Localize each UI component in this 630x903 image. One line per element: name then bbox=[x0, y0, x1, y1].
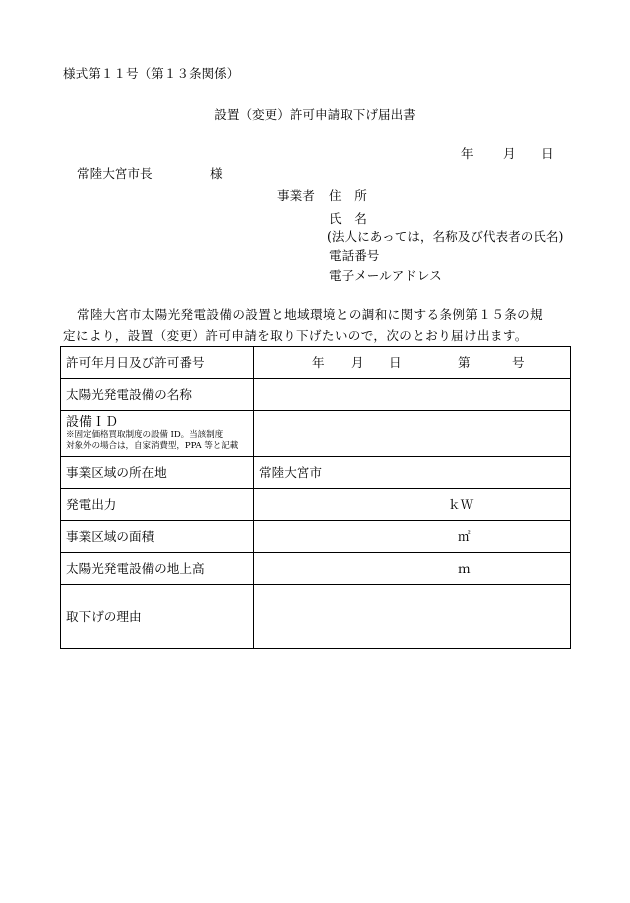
corporation-note: (法人にあっては，名称及び代表者の氏名) bbox=[327, 229, 564, 244]
name-label: 氏 名 bbox=[329, 211, 367, 226]
permit-date-number-field[interactable] bbox=[254, 347, 571, 379]
output-label: 発電出力 bbox=[61, 489, 254, 521]
output-field[interactable] bbox=[254, 489, 571, 521]
facility-id-note-1: ※固定価格買取制度の設備 ID。当該制度 bbox=[66, 430, 224, 440]
facility-id-label: 設備ＩＤ bbox=[66, 415, 119, 430]
site-location-field[interactable] bbox=[254, 457, 571, 489]
table-row bbox=[61, 457, 571, 489]
facility-id-label-cell bbox=[61, 411, 254, 457]
output-unit: ｋＷ bbox=[448, 496, 474, 512]
table-row bbox=[61, 553, 571, 585]
phone-label: 電話番号 bbox=[329, 248, 380, 263]
date-month-label: 月 bbox=[503, 146, 516, 161]
permit-number-suffix: 号 bbox=[512, 354, 525, 370]
site-area-unit: ㎡ bbox=[458, 528, 471, 544]
form-table bbox=[60, 346, 571, 649]
site-area-label: 事業区域の面積 bbox=[61, 521, 254, 553]
body-text-line-1: 常陸大宮市太陽光発電設備の設置と地域環境との調和に関する条例第１５条の規 bbox=[77, 307, 543, 322]
table-row bbox=[61, 411, 571, 457]
document-title: 設置（変更）許可申請取下げ届出書 bbox=[214, 107, 416, 122]
table-row bbox=[61, 585, 571, 649]
withdrawal-reason-field[interactable] bbox=[254, 585, 571, 649]
table-row bbox=[61, 521, 571, 553]
form-id: 様式第１１号（第１３条関係） bbox=[63, 66, 240, 81]
table-row bbox=[61, 489, 571, 521]
height-unit: ｍ bbox=[458, 560, 471, 576]
permit-date-number-label: 許可年月日及び許可番号 bbox=[61, 347, 254, 379]
site-location-label: 事業区域の所在地 bbox=[61, 457, 254, 489]
permit-month-label: 月 bbox=[351, 354, 364, 370]
addressee-name: 常陸大宮市長 bbox=[77, 166, 153, 181]
date-day-label: 日 bbox=[541, 146, 554, 161]
facility-id-field[interactable] bbox=[254, 411, 571, 457]
permit-day-label: 日 bbox=[389, 354, 402, 370]
applicant-label: 事業者 bbox=[277, 188, 315, 203]
table-row bbox=[61, 379, 571, 411]
site-location-value: 常陸大宮市 bbox=[259, 464, 322, 480]
withdrawal-reason-label: 取下げの理由 bbox=[61, 585, 254, 649]
date-year-label: 年 bbox=[461, 146, 474, 161]
addressee-honorific: 様 bbox=[210, 166, 223, 181]
facility-id-note-2: 対象外の場合は，自家消費型，PPA 等と記載 bbox=[66, 441, 239, 451]
body-text-line-2: 定により，設置（変更）許可申請を取り下げたいので，次のとおり届け出ます。 bbox=[63, 328, 528, 343]
permit-year-label: 年 bbox=[312, 354, 325, 370]
address-label: 住 所 bbox=[329, 188, 367, 203]
facility-name-label: 太陽光発電設備の名称 bbox=[61, 379, 254, 411]
email-label: 電子メールアドレス bbox=[329, 268, 442, 283]
permit-number-prefix: 第 bbox=[458, 354, 471, 370]
table-row bbox=[61, 347, 571, 379]
facility-name-field[interactable] bbox=[254, 379, 571, 411]
height-label: 太陽光発電設備の地上高 bbox=[61, 553, 254, 585]
site-area-field[interactable] bbox=[254, 521, 571, 553]
height-field[interactable] bbox=[254, 553, 571, 585]
